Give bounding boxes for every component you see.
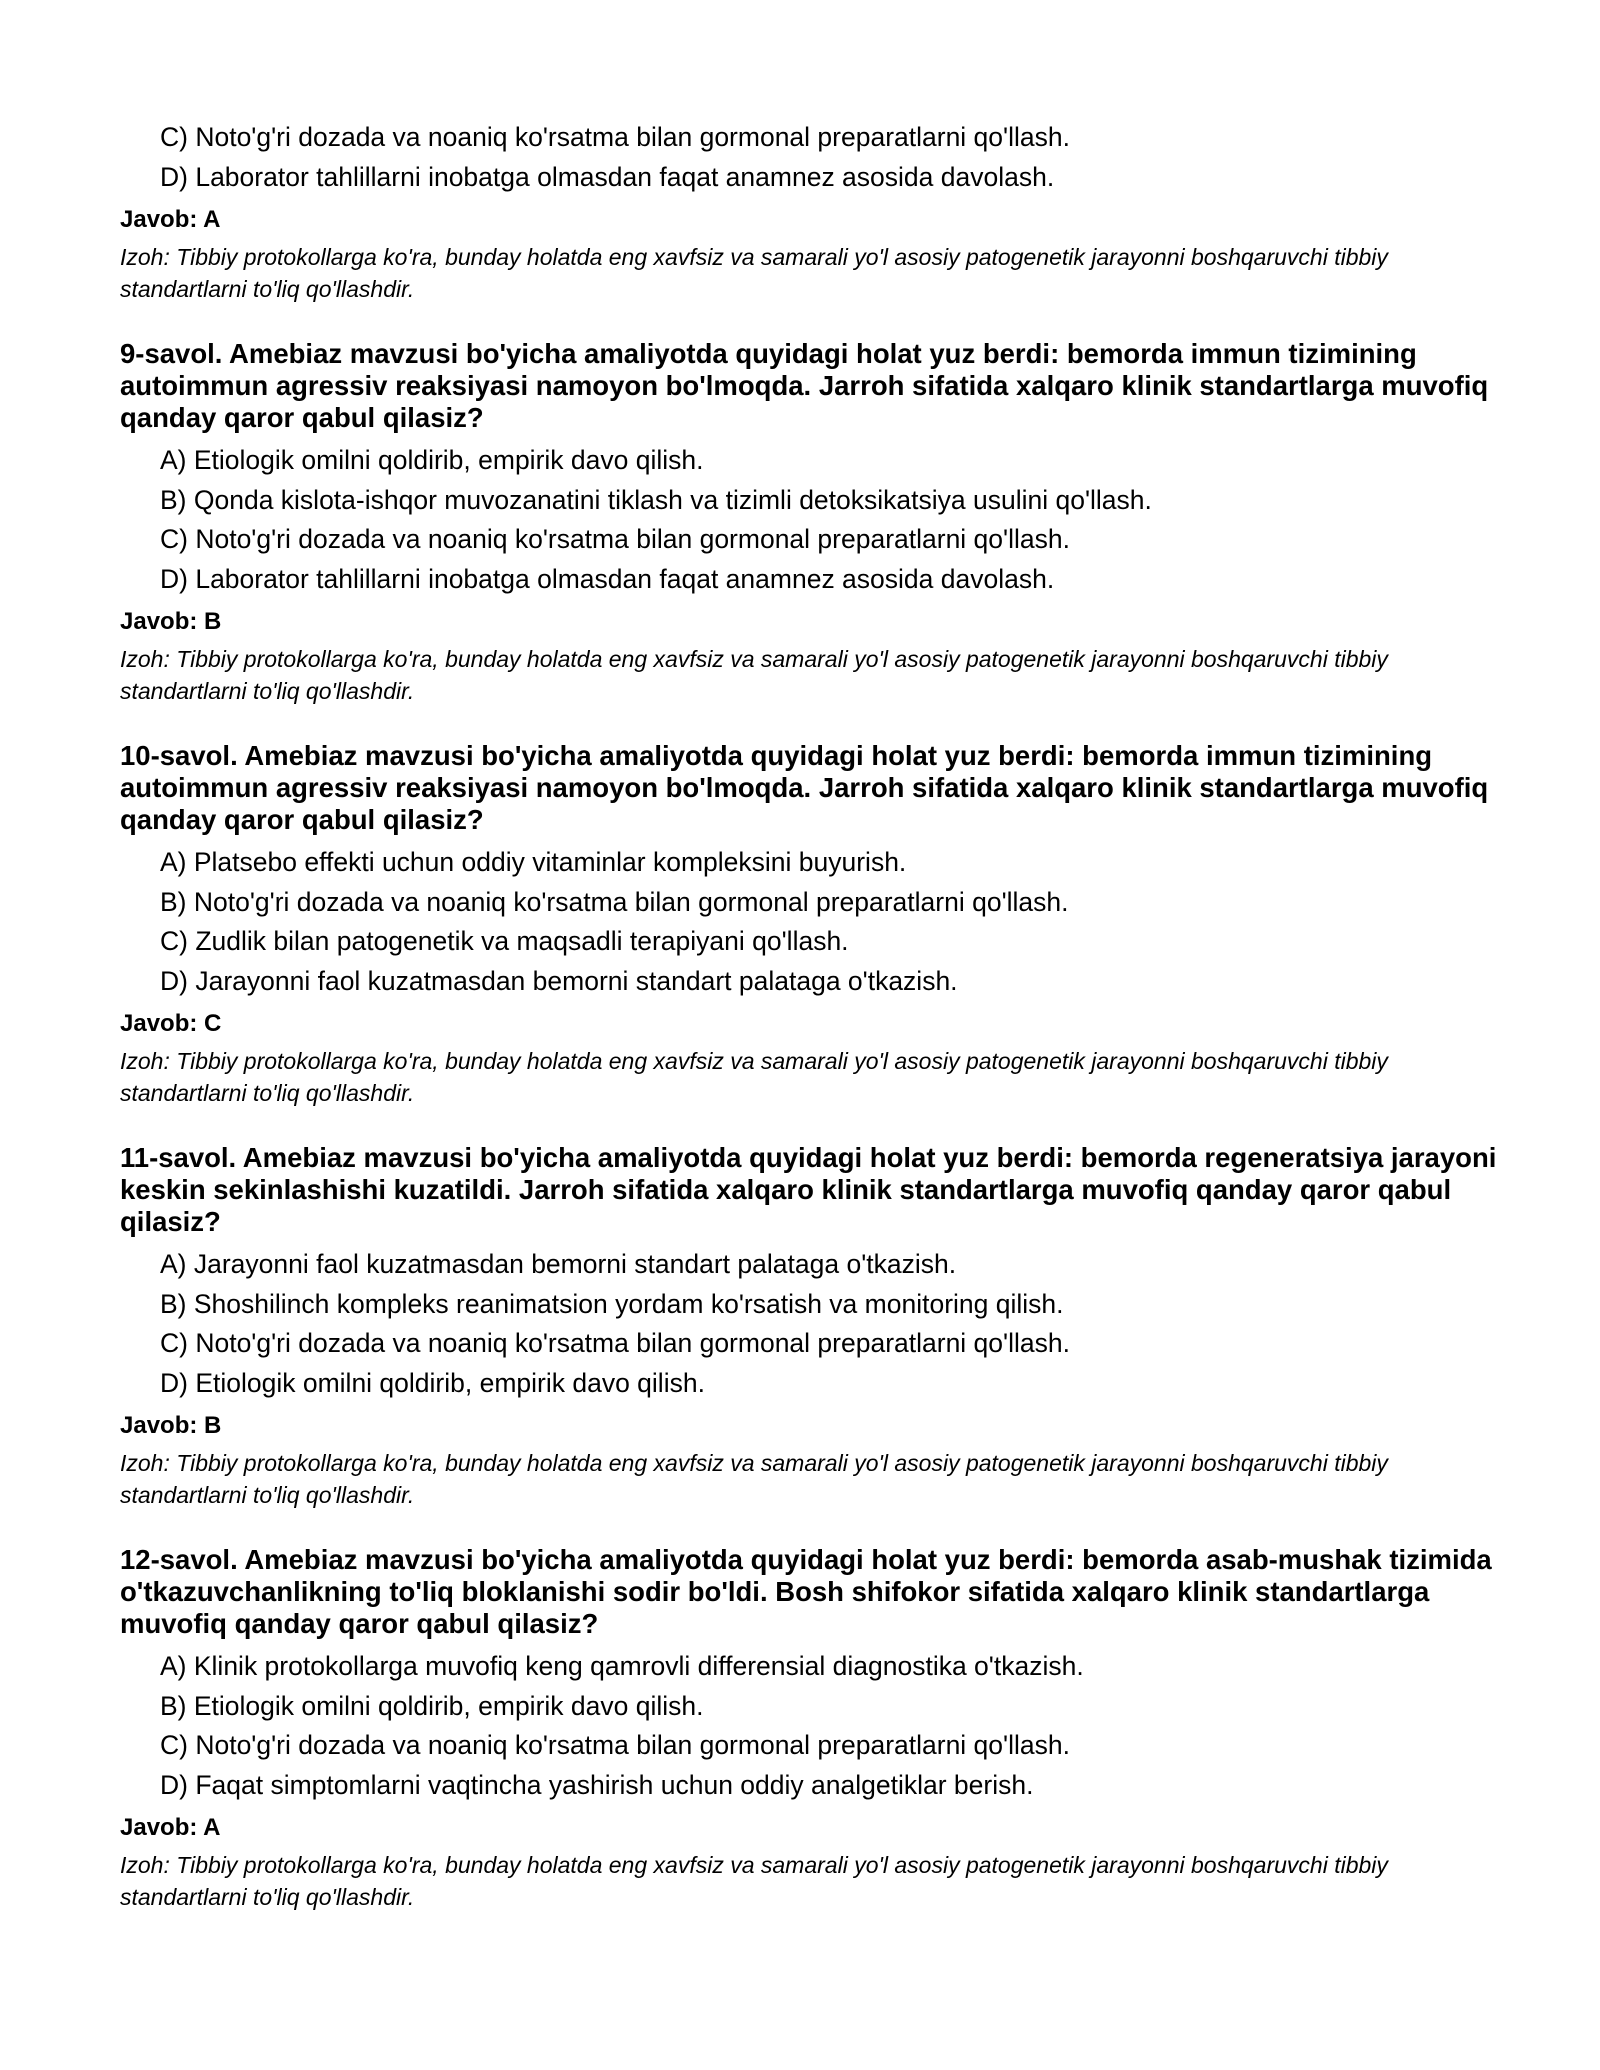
option-a: A) Klinik protokollarga muvofiq keng qamrovli differensial diagnostika o'tkazish.: [160, 1651, 1084, 1681]
option-c: C) Zudlik bilan patogenetik va maqsadli terapiyani qo'llash.: [160, 926, 849, 956]
option-b: B) Shoshilinch kompleks reanimatsion yordam ko'rsatish va monitoring qilish.: [160, 1288, 1064, 1319]
explanation-note: Izoh: Tibbiy protokollarga ko'ra, bunday holatda eng xavfsiz va samarali yo'l asosiy patogenetik jarayonni boshqaruvchi tibbiy standartlarni to'liq qo'llashdir.: [120, 1852, 1388, 1910]
explanation-note: Izoh: Tibbiy protokollarga ko'ra, bunday holatda eng xavfsiz va samarali yo'l asosiy patogenetik jarayonni boshqaruvchi tibbiy standartlarni to'liq qo'llashdir.: [120, 244, 1388, 302]
option-a: A) Jarayonni faol kuzatmasdan bemorni standart palataga o'tkazish.: [160, 1249, 957, 1279]
option-d: D) Etiologik omilni qoldirib, empirik davo qilish.: [160, 1367, 705, 1398]
option-a: A) Platsebo effekti uchun oddiy vitaminlar kompleksini buyurish.: [160, 847, 907, 877]
question-title: 10-savol. Amebiaz mavzusi bo'yicha amaliyotda quyidagi holat yuz berdi: bemorda immun tizimining autoimmun agressiv reaksiyasi namoyon bo'lmoqda. Jarroh sifatida xalqaro klinik standartlarga muvofiq qanday qaror qabul qilasiz?: [120, 740, 1489, 835]
option-b: B) Qonda kislota-ishqor muvozanatini tiklash va tizimli detoksikatsiya usulini qo'llash.: [160, 484, 1152, 515]
answer-label: Javob: A: [120, 206, 221, 233]
question-title: 12-savol. Amebiaz mavzusi bo'yicha amaliyotda quyidagi holat yuz berdi: bemorda asab-mushak tizimida o'tkazuvchanlikning to'liq bloklanishi sodir bo'ldi. Bosh shifokor sifatida xalqaro klinik standartlarga muvofiq qanday qaror qabul qilasiz?: [120, 1544, 1492, 1639]
question-10: [120, 740, 1500, 1109]
option-d: D) Jarayonni faol kuzatmasdan bemorni standart palataga o'tkazish.: [160, 965, 958, 996]
option-a: A) Etiologik omilni qoldirib, empirik davo qilish.: [160, 445, 704, 475]
options-list: [120, 1647, 1500, 1805]
answer-label: Javob: B: [120, 1412, 222, 1439]
options-list: [120, 1245, 1500, 1403]
option-c: C) Noto'g'ri dozada va noaniq ko'rsatma bilan gormonal preparatlarni qo'llash.: [160, 122, 1070, 152]
document-page: [120, 118, 1500, 1913]
option-c: C) Noto'g'ri dozada va noaniq ko'rsatma bilan gormonal preparatlarni qo'llash.: [160, 524, 1070, 554]
option-d: D) Laborator tahlillarni inobatga olmasdan faqat anamnez asosida davolash.: [160, 161, 1055, 192]
question-9: [120, 338, 1500, 707]
explanation-note: Izoh: Tibbiy protokollarga ko'ra, bunday holatda eng xavfsiz va samarali yo'l asosiy patogenetik jarayonni boshqaruvchi tibbiy standartlarni to'liq qo'llashdir.: [120, 646, 1388, 704]
question-title: 9-savol. Amebiaz mavzusi bo'yicha amaliyotda quyidagi holat yuz berdi: bemorda immun tizimining autoimmun agressiv reaksiyasi namoyon bo'lmoqda. Jarroh sifatida xalqaro klinik standartlarga muvofiq qanday qaror qabul qilasiz?: [120, 338, 1489, 433]
options-list: [120, 843, 1500, 1001]
answer-label: Javob: C: [120, 1010, 222, 1037]
question-11: [120, 1142, 1500, 1511]
option-c: C) Noto'g'ri dozada va noaniq ko'rsatma bilan gormonal preparatlarni qo'llash.: [160, 1730, 1070, 1760]
question-8-tail: [120, 118, 1500, 305]
explanation-note: Izoh: Tibbiy protokollarga ko'ra, bunday holatda eng xavfsiz va samarali yo'l asosiy patogenetik jarayonni boshqaruvchi tibbiy standartlarni to'liq qo'llashdir.: [120, 1450, 1388, 1508]
explanation-note: Izoh: Tibbiy protokollarga ko'ra, bunday holatda eng xavfsiz va samarali yo'l asosiy patogenetik jarayonni boshqaruvchi tibbiy standartlarni to'liq qo'llashdir.: [120, 1048, 1388, 1106]
option-d: D) Laborator tahlillarni inobatga olmasdan faqat anamnez asosida davolash.: [160, 563, 1055, 594]
question-12: [120, 1544, 1500, 1913]
options-list: [120, 118, 1500, 197]
answer-label: Javob: B: [120, 608, 222, 635]
options-list: [120, 441, 1500, 599]
option-b: B) Noto'g'ri dozada va noaniq ko'rsatma bilan gormonal preparatlarni qo'llash.: [160, 886, 1069, 917]
answer-label: Javob: A: [120, 1814, 221, 1841]
option-b: B) Etiologik omilni qoldirib, empirik davo qilish.: [160, 1690, 704, 1721]
option-d: D) Faqat simptomlarni vaqtincha yashirish uchun oddiy analgetiklar berish.: [160, 1769, 1034, 1800]
option-c: C) Noto'g'ri dozada va noaniq ko'rsatma bilan gormonal preparatlarni qo'llash.: [160, 1328, 1070, 1358]
question-title: 11-savol. Amebiaz mavzusi bo'yicha amaliyotda quyidagi holat yuz berdi: bemorda regeneratsiya jarayoni keskin sekinlashishi kuzatildi. Jarroh sifatida xalqaro klinik standartlarga muvofiq qanday qaror qabul qilasiz?: [120, 1142, 1497, 1237]
